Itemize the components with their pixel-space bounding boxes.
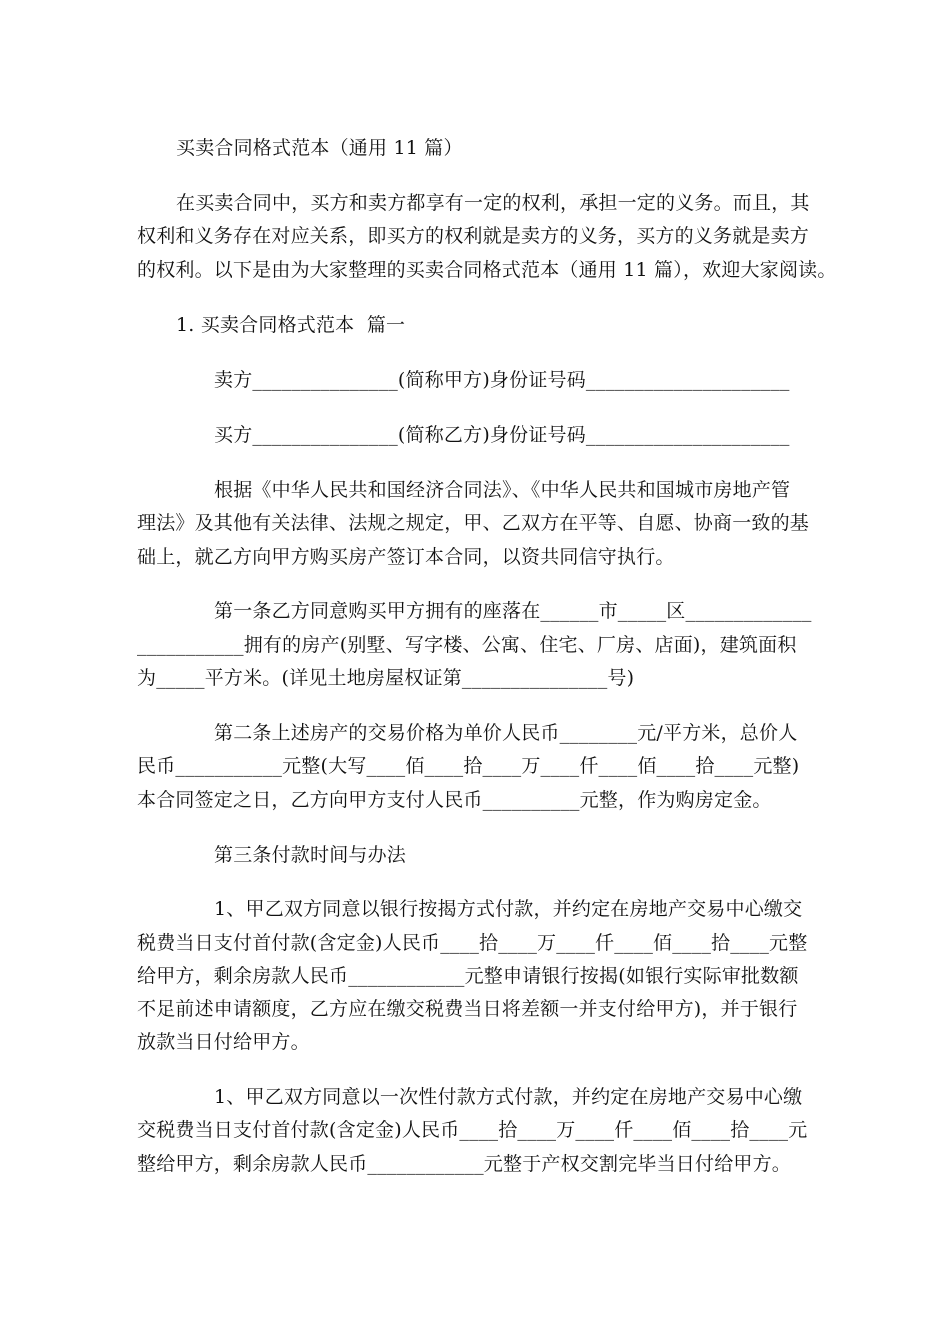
intro-line-1: 在买卖合同中，买方和卖方都享有一定的权利，承担一定的义务。而且，其 — [176, 192, 810, 214]
article2-line-3: 本合同签定之日，乙方向甲方支付人民币__________元整，作为购房定金。 — [137, 789, 772, 811]
seller-line: 卖方_______________(简称甲方)身份证号码_____________________ — [214, 369, 790, 391]
basis-line-2: 理法》及其他有关法律、法规之规定，甲、乙双方在平等、自愿、协商一致的基 — [137, 512, 810, 534]
payment1-line-1: 1、甲乙双方同意以银行按揭方式付款，并约定在房地产交易中心缴交 — [214, 898, 803, 920]
article2-line-1: 第二条上述房产的交易价格为单价人民币________元/平方米，总价人 — [214, 722, 798, 744]
payment2-line-2: 交税费当日支付首付款(含定金)人民币____拾____万____仟____佰____拾____元 — [137, 1119, 808, 1141]
article3-heading: 第三条付款时间与办法 — [214, 844, 407, 866]
payment2-line-3: 整给甲方，剩余房款人民币____________元整于产权交割完毕当日付给甲方。 — [137, 1153, 792, 1175]
article2-line-2: 民币___________元整(大写____佰____拾____万____仟____佰____拾____元整) — [137, 755, 800, 777]
payment1-line-3: 给甲方，剩余房款人民币____________元整申请银行按揭(如银行实际审批数额 — [137, 965, 799, 987]
basis-line-1: 根据《中华人民共和国经济合同法》、《中华人民共和国城市房地产管 — [214, 479, 791, 501]
intro-line-2: 权利和义务存在对应关系，即买方的权利就是卖方的义务，买方的义务就是卖方 — [137, 225, 810, 247]
section-heading: 1. 买卖合同格式范本 篇一 — [176, 314, 406, 336]
intro-line-3: 的权利。以下是由为大家整理的买卖合同格式范本（通用 11 篇），欢迎大家阅读。 — [137, 259, 837, 281]
article1-line-2: ___________拥有的房产(别墅、写字楼、公寓、住宅、厂房、店面)，建筑面积 — [137, 634, 797, 656]
basis-line-3: 础上，就乙方向甲方购买房产签订本合同，以资共同信守执行。 — [137, 546, 675, 568]
payment1-line-4: 不足前述申请额度，乙方应在缴交税费当日将差额一并支付给甲方)，并于银行 — [137, 998, 798, 1020]
payment2-line-1: 1、甲乙双方同意以一次性付款方式付款，并约定在房地产交易中心缴 — [214, 1086, 803, 1108]
payment1-line-2: 税费当日支付首付款(含定金)人民币____拾____万____仟____佰____拾____元整 — [137, 932, 808, 954]
document-title: 买卖合同格式范本（通用 11 篇） — [176, 137, 463, 159]
article1-line-3: 为_____平方米。(详见土地房屋权证第_______________号) — [137, 667, 635, 689]
payment1-line-5: 放款当日付给甲方。 — [137, 1031, 310, 1053]
article1-line-1: 第一条乙方同意购买甲方拥有的座落在______市_____区_____________ — [214, 600, 812, 622]
buyer-line: 买方_______________(简称乙方)身份证号码_____________________ — [214, 424, 790, 446]
